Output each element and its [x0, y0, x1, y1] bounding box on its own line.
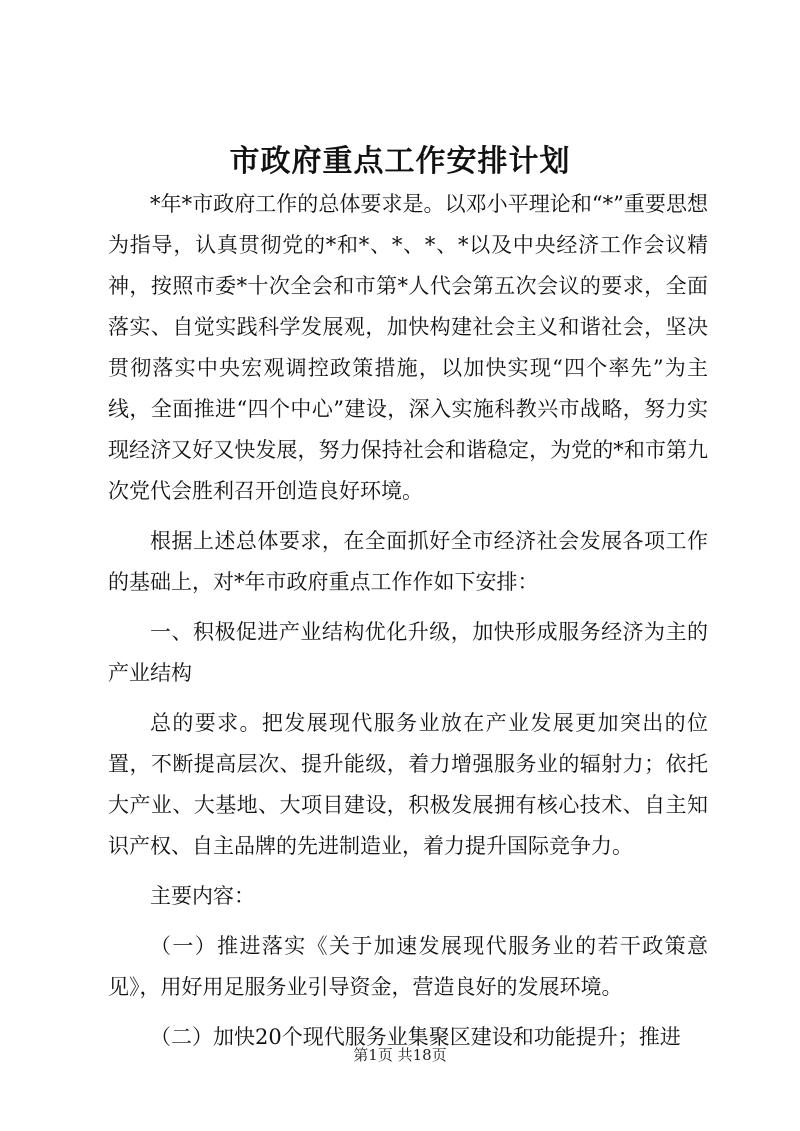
section-heading-1: 一、积极促进产业结构优化升级，加快形成服务经济为主的产业结构 — [108, 620, 708, 685]
paragraph-overall-requirements: 总的要求。把发展现代服务业放在产业发展更加突出的位置，不断提高层次、提升能级，着力增强服务业的辐射力；依托大产业、大基地、大项目建设，积极发展拥有核心技术、自主知识产权、自主品牌的先进制造业，着力提升国际竞争力。 — [108, 711, 708, 858]
paragraph-arrangement-intro: 根据上述总体要求，在全面抓好全市经济社会发展各项工作的基础上，对*年市政府重点工作作如下安排： — [108, 529, 708, 594]
paragraph-main-contents-label: 主要内容： — [150, 884, 255, 908]
paragraph-general-requirements: *年*市政府工作的总体要求是。以邓小平理论和“*”重要思想为指导，认真贯彻党的*和*、*、*、*以及中央经济工作会议精神，按照市委*十次全会和市第*人代会第五次会议的要求，全面落实、自觉实践科学发展观，加快构建社会主义和谐社会，坚决贯彻落实中央宏观调控政策措施，以加快实现“四个率先”为主线，全面推进“四个中心”建设，深入实施科教兴市战略，努力实现经济又好又快发展，努力保持社会和谐稳定，为党的*和市第九次党代会胜利召开创造良好环境。 — [108, 192, 708, 503]
document-title: 市政府重点工作安排计划 — [229, 144, 571, 179]
list-item-2: （二）加快20个现代服务业集聚区建设和功能提升；推进 — [150, 1025, 681, 1049]
document-body — [108, 184, 708, 1058]
page-footer: 第1页 共18页 — [353, 1046, 447, 1064]
list-item-1: （一）推进落实《关于加速发展现代服务业的若干政策意见》，用好用足服务业引导资金，营造良好的发展环境。 — [108, 934, 708, 999]
